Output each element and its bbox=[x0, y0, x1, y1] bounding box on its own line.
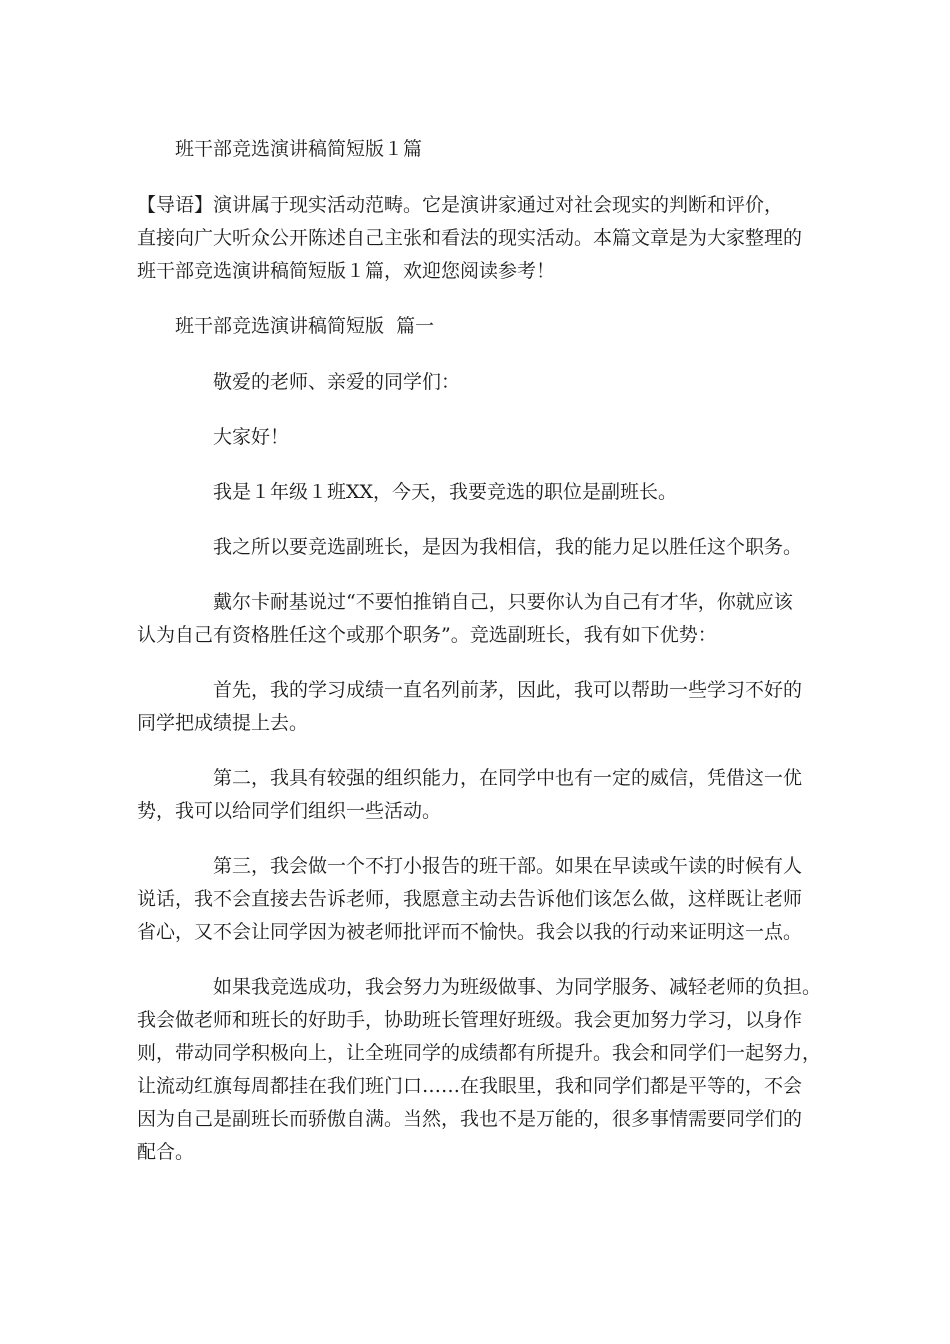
intro-line-3: 班干部竞选演讲稿简短版１篇，欢迎您阅读参考！ bbox=[137, 260, 556, 282]
intro-line-2: 直接向广大听众公开陈述自己主张和看法的现实活动。本篇文章是为大家整理的 bbox=[137, 227, 803, 249]
document-title: 班干部竞选演讲稿简短版１篇 bbox=[175, 138, 423, 160]
paragraph-2-line-1: 我之所以要竞选副班长，是因为我相信，我的能力足以胜任这个职务。 bbox=[213, 536, 803, 558]
paragraph-7-line-2: 我会做老师和班长的好助手，协助班长管理好班级。我会更加努力学习，以身作 bbox=[137, 1009, 803, 1031]
intro-line-1: 【导语】演讲属于现实活动范畴。它是演讲家通过对社会现实的判断和评价， bbox=[137, 194, 784, 216]
paragraph-7-line-1: 如果我竞选成功，我会努力为班级做事、为同学服务、减轻老师的负担。 bbox=[213, 976, 822, 998]
paragraph-6-line-3: 省心，又不会让同学因为被老师批评而不愉快。我会以我的行动来证明这一点。 bbox=[137, 921, 803, 943]
paragraph-7-line-5: 因为自己是副班长而骄傲自满。当然，我也不是万能的，很多事情需要同学们的 bbox=[137, 1108, 803, 1130]
paragraph-4-line-1: 首先，我的学习成绩一直名列前茅，因此，我可以帮助一些学习不好的 bbox=[213, 679, 803, 701]
paragraph-5-line-1: 第二，我具有较强的组织能力，在同学中也有一定的威信，凭借这一优 bbox=[213, 767, 803, 789]
paragraph-3-line-2: 认为自己有资格胜任这个或那个职务”。竞选副班长，我有如下优势： bbox=[137, 624, 717, 646]
paragraph-6-line-2: 说话，我不会直接去告诉老师，我愿意主动去告诉他们该怎么做，这样既让老师 bbox=[137, 888, 803, 910]
greeting-line: 敬爱的老师、亲爱的同学们： bbox=[213, 371, 461, 393]
paragraph-7-line-4: 让流动红旗每周都挂在我们班门口……在我眼里，我和同学们都是平等的，不会 bbox=[137, 1075, 803, 1097]
paragraph-7-line-6: 配合。 bbox=[137, 1141, 195, 1163]
paragraph-5-line-2: 势，我可以给同学们组织一些活动。 bbox=[137, 800, 442, 822]
paragraph-6-line-1: 第三，我会做一个不打小报告的班干部。如果在早读或午读的时候有人 bbox=[213, 855, 803, 877]
section-heading: 班干部竞选演讲稿简短版 篇一 bbox=[175, 315, 435, 337]
hello-line: 大家好！ bbox=[213, 426, 290, 448]
paragraph-7-line-3: 则，带动同学积极向上，让全班同学的成绩都有所提升。我会和同学们一起努力， bbox=[137, 1042, 822, 1064]
paragraph-1-line-1: 我是１年级１班XX，今天，我要竞选的职位是副班长。 bbox=[213, 481, 678, 503]
paragraph-4-line-2: 同学把成绩提上去。 bbox=[137, 712, 309, 734]
paragraph-3-line-1: 戴尔卡耐基说过“不要怕推销自己，只要你认为自己有才华，你就应该 bbox=[213, 591, 793, 613]
